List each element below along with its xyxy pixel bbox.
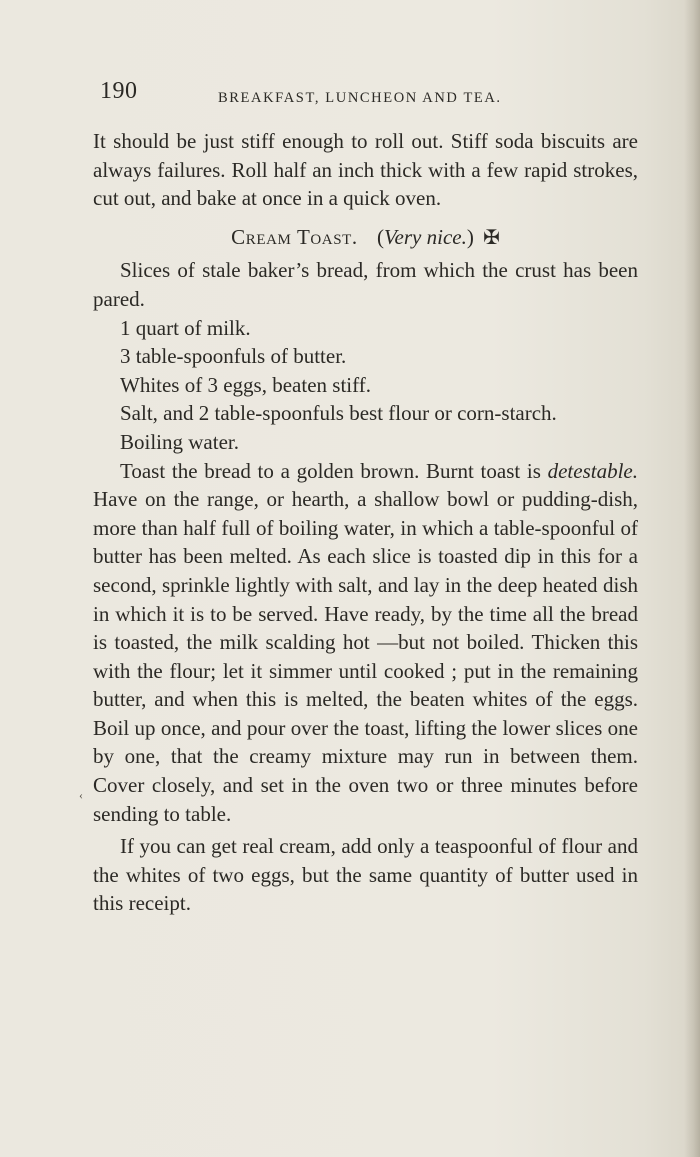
subtitle-text: Very nice. [384,224,467,249]
ingredient-line: 3 table-spoonfuls of butter. [120,344,347,369]
subtitle-open-paren: ( [377,224,385,249]
ingredient-line: Whites of 3 eggs, beaten stiff. [120,372,371,397]
intro-paragraph: It should be just stiff enough to roll out. Stiff soda biscuits are always failures. Roll half an inch thick with a few rapid strokes, cut out, and bake at once in a quick oven. [93,129,638,211]
recipe-title: Cream Toast. [231,224,358,249]
note-paragraph: If you can get real cream, add only a teaspoonful of flour and the whites of two eggs, but the same quantity of butter used in this receipt. [93,834,638,916]
page-edge-shadow [684,0,700,1157]
ingredient-line: Boiling water. [120,429,239,454]
margin-mark: ‹ [79,788,83,802]
running-head: BREAKFAST, LUNCHEON AND TEA. [218,90,502,106]
ingredient-line: Salt, and 2 table-spoonfuls best flour or corn-starch. [120,401,557,426]
page-body [93,127,638,918]
page-header [100,78,640,112]
page-number: 190 [100,78,138,104]
method-paragraph [93,457,638,829]
method-text-start: Toast the bread to a golden brown. Burnt toast is [120,458,548,483]
ingredient-line: Slices of stale baker’s bread, from which the crust has been pared. [93,258,638,311]
method-emphasis: detestable. [547,458,638,483]
recipe-subtitle [377,225,474,249]
cross-icon: ✠ [483,226,500,249]
recipe-heading [93,223,638,253]
method-text-rest: Have on the range, or hearth, a shallow bowl or pudding-dish, more than half full of boiling water, in which a table-spoonful of butter has been melted. As each slice is toasted dip in this for a second, sprinkle lightly with salt, and lay in the deep heated dish in which it is to be served. Have ready, by the time all the bread is toasted, the milk scalding hot —but not boiled. Thicken this with the flour; let it simmer until cooked ; put in the remaining butter, and when this is melted, the beaten whites of the eggs. Boil up once, and pour over the toast, lifting the lower slices one by one, that the creamy mixture may run in between them. Cover closely, and set in the oven two or three minutes before sending to table. [93,487,638,826]
ingredient-line: 1 quart of milk. [120,315,251,340]
subtitle-close-paren: ) [466,224,474,249]
